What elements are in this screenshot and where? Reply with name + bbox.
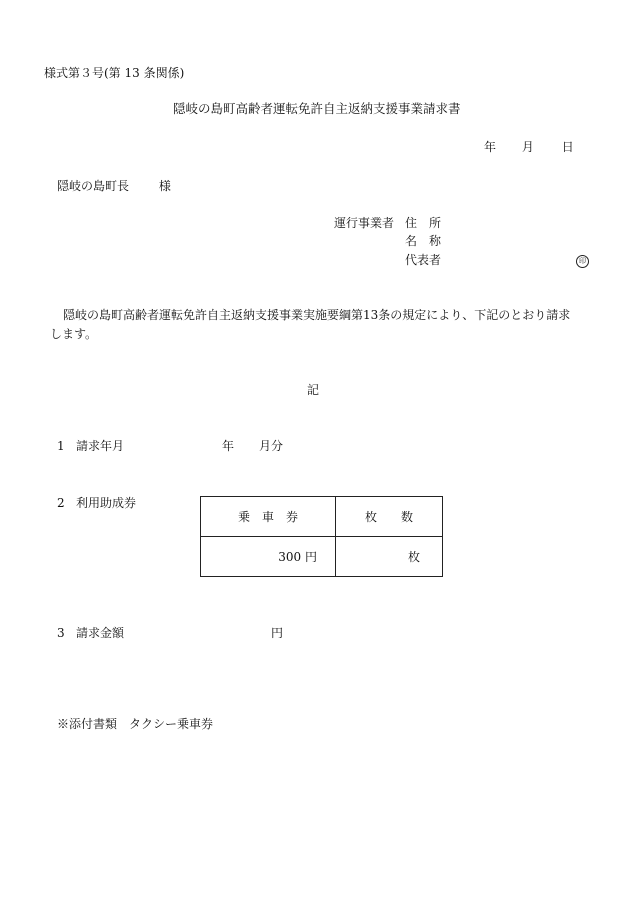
- voucher-ticket-value: 300 円: [201, 537, 336, 577]
- addressee-honorific: 様: [158, 179, 171, 193]
- applicant-rep-label: 代表者: [405, 253, 442, 267]
- applicant-role: 運行事業者: [334, 216, 395, 230]
- item3-number: 3: [57, 626, 65, 640]
- document-title: 隠岐の島町高齢者運転免許自主返納支援事業請求書: [173, 101, 461, 116]
- date-year: 年: [484, 140, 497, 154]
- item1-year: 年: [222, 439, 235, 453]
- item1-month: 月分: [259, 439, 284, 453]
- date-line: [484, 141, 574, 153]
- voucher-table-row: [201, 537, 443, 577]
- voucher-col1-header: 乗 車 券: [201, 497, 336, 537]
- seal-mark: [576, 253, 589, 268]
- body-text-line1: 隠岐の島町高齢者運転免許自主返納支援事業実施要綱第13条の規定により、下記のとおり請求: [63, 308, 571, 322]
- applicant-address-label: 住 所: [405, 216, 442, 230]
- voucher-count-unit: 枚: [336, 537, 443, 577]
- voucher-table-header-row: [201, 497, 443, 537]
- item3-unit: 円: [271, 626, 284, 640]
- date-month: 月: [521, 140, 534, 154]
- item2-number: 2: [57, 496, 65, 510]
- form-number: 様式第３号(第 13 条関係): [44, 66, 185, 80]
- item1-number: 1: [57, 439, 65, 453]
- item1-label: 請求年月: [76, 439, 125, 453]
- seal-icon: 印: [576, 255, 589, 268]
- ki-heading: 記: [307, 383, 320, 397]
- item2-label: 利用助成券: [76, 496, 137, 510]
- date-day: 日: [561, 140, 574, 154]
- voucher-col2-header: 枚 数: [336, 497, 443, 537]
- item3-label: 請求金額: [76, 626, 125, 640]
- addressee-name: 隠岐の島町長: [57, 179, 130, 193]
- applicant-name-label: 名 称: [405, 234, 442, 248]
- attachment-note: ※添付書類 タクシー乗車券: [57, 717, 214, 731]
- addressee: [57, 180, 171, 192]
- body-text-line2: します。: [50, 327, 98, 341]
- voucher-table: [200, 496, 443, 577]
